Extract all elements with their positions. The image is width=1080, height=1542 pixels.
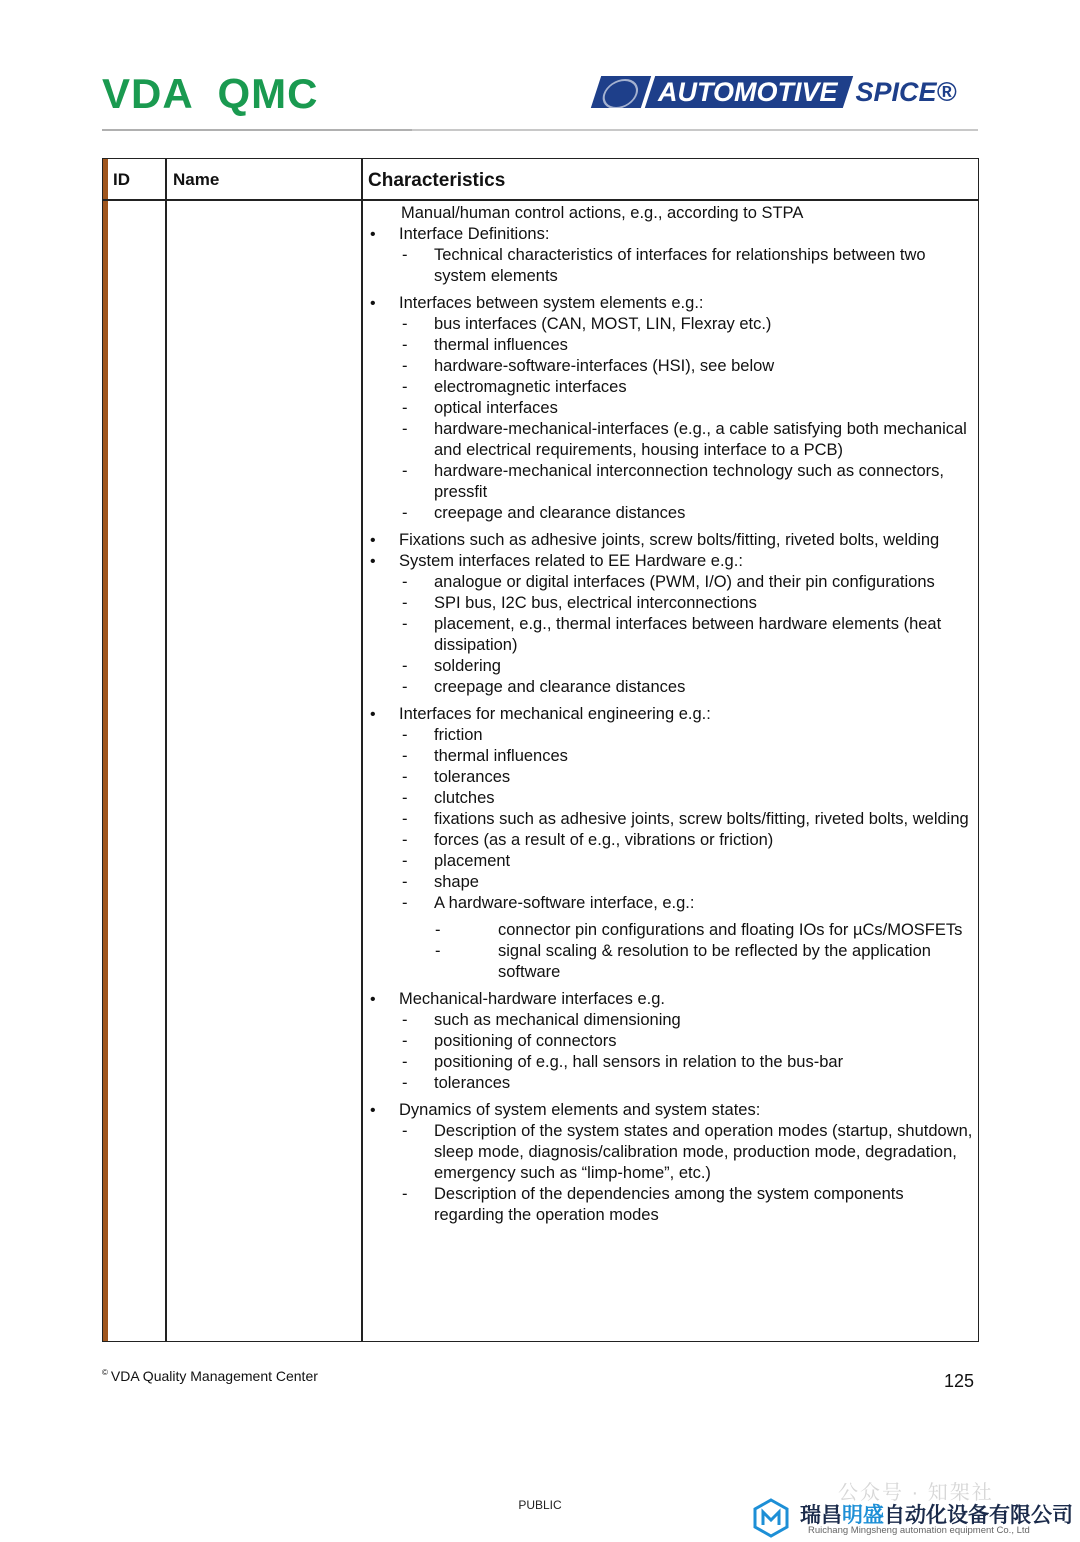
sub-item: - clutches [367,788,977,809]
sub-item: - creepage and clearance distances [367,677,977,698]
globe-icon [591,76,651,108]
spice-logo-word1: AUTOMOTIVE [658,77,838,107]
sub-item: - optical interfaces [367,398,977,419]
bullet-text: • Interface Definitions: [399,224,977,245]
sub-item: - Description of the system states and operation modes (startup, shutdown, sleep mode, diagnosis/calibration mode, production mode, degradation, emergency such as “limp-home”, etc.) [367,1121,977,1184]
company-highlight: 明盛 [842,1504,884,1527]
nested-sub-item: - signal scaling & resolution to be reflected by the application software [367,941,977,983]
bullet-text: • Interfaces for mechanical engineering e.g.: [399,704,977,725]
sub-item: - creepage and clearance distances [367,503,977,524]
bullet-text: • System interfaces related to EE Hardware e.g.: [399,551,977,572]
sub-item: - placement, e.g., thermal interfaces between hardware elements (heat dissipation) [367,614,977,656]
sub-item: - Technical characteristics of interfaces for relationships between two system elements [367,245,977,287]
bullet-text: • Mechanical-hardware interfaces e.g. [399,989,977,1010]
sub-item: - analogue or digital interfaces (PWM, I/O) and their pin configurations [367,572,977,593]
sub-item: - positioning of e.g., hall sensors in relation to the bus-bar [367,1052,977,1073]
sub-item: - placement [367,851,977,872]
footer-copyright [102,1368,318,1384]
sub-item: - thermal influences [367,746,977,767]
header-name: Name [173,170,220,189]
nested-sub-list [367,920,977,983]
characteristics-table [102,158,979,1342]
company-suffix: 自动化设备有限公司 [884,1504,1073,1527]
sub-item: - SPI bus, I2C bus, electrical interconnections [367,593,977,614]
sub-item: - shape [367,872,977,893]
company-prefix: 瑞昌 [800,1504,842,1527]
sub-item: - hardware-mechanical interconnection technology such as connectors, pressfit [367,461,977,503]
bullet-item [367,224,977,245]
header-divider-accent [102,129,412,131]
bullet-item [367,704,977,725]
bullet-text: • Fixations such as adhesive joints, screw bolts/fitting, riveted bolts, welding [399,530,977,551]
sub-item: - forces (as a result of e.g., vibrations or friction) [367,830,977,851]
sub-item: - soldering [367,656,977,677]
page-number: 125 [944,1371,975,1391]
header-id: ID [113,170,130,189]
watermark-faded-text: 公众号 · 知架社 [838,1482,994,1504]
sub-item: - bus interfaces (CAN, MOST, LIN, Flexray etc.) [367,314,977,335]
bullet-item [367,551,977,572]
automotive-spice-logo [596,76,956,108]
copyright-symbol: © [102,1368,108,1377]
sub-item: - hardware-mechanical-interfaces (e.g., a cable satisfying both mechanical and electrical requirements, housing interface to a PCB) [367,419,977,461]
bullet-item [367,1100,977,1121]
sub-item: - A hardware-software interface, e.g.: [367,893,977,914]
sub-item: - friction [367,725,977,746]
company-logo-icon [752,1498,790,1538]
bullet-item [367,293,977,314]
header-characteristics: Characteristics [368,170,506,191]
bullet-text: • Dynamics of system elements and system states: [399,1100,977,1121]
sub-item: - thermal influences [367,335,977,356]
sub-item: - hardware-software-interfaces (HSI), see below [367,356,977,377]
classification-label: PUBLIC [518,1498,562,1512]
table-accent-bar [103,159,108,1341]
bullet-item [367,530,977,551]
nested-sub-item: - connector pin configurations and floating IOs for µCs/MOSFETs [367,920,977,941]
sub-item: - electromagnetic interfaces [367,377,977,398]
sub-item: - tolerances [367,767,977,788]
sub-item: - fixations such as adhesive joints, screw bolts/fitting, riveted bolts, welding [367,809,977,830]
spice-logo-word2: SPICE® [855,76,957,107]
footer-org: VDA Quality Management Center [110,1368,318,1384]
intro-line: Manual/human control actions, e.g., according to STPA [401,204,804,222]
company-name-en: Ruichang Mingsheng automation equipment Co., Ltd [808,1525,1030,1536]
column-divider [165,159,167,1341]
sub-item: - tolerances [367,1073,977,1094]
characteristics-content [367,201,977,1226]
sub-item: - positioning of connectors [367,1031,977,1052]
column-divider [361,159,363,1341]
sub-item: - such as mechanical dimensioning [367,1010,977,1031]
bullet-text: • Interfaces between system elements e.g.: [399,293,977,314]
vda-qmc-logo: VDA QMC [102,70,319,117]
bullet-item [367,989,977,1010]
sub-item: - Description of the dependencies among the system components regarding the operation modes [367,1184,977,1226]
